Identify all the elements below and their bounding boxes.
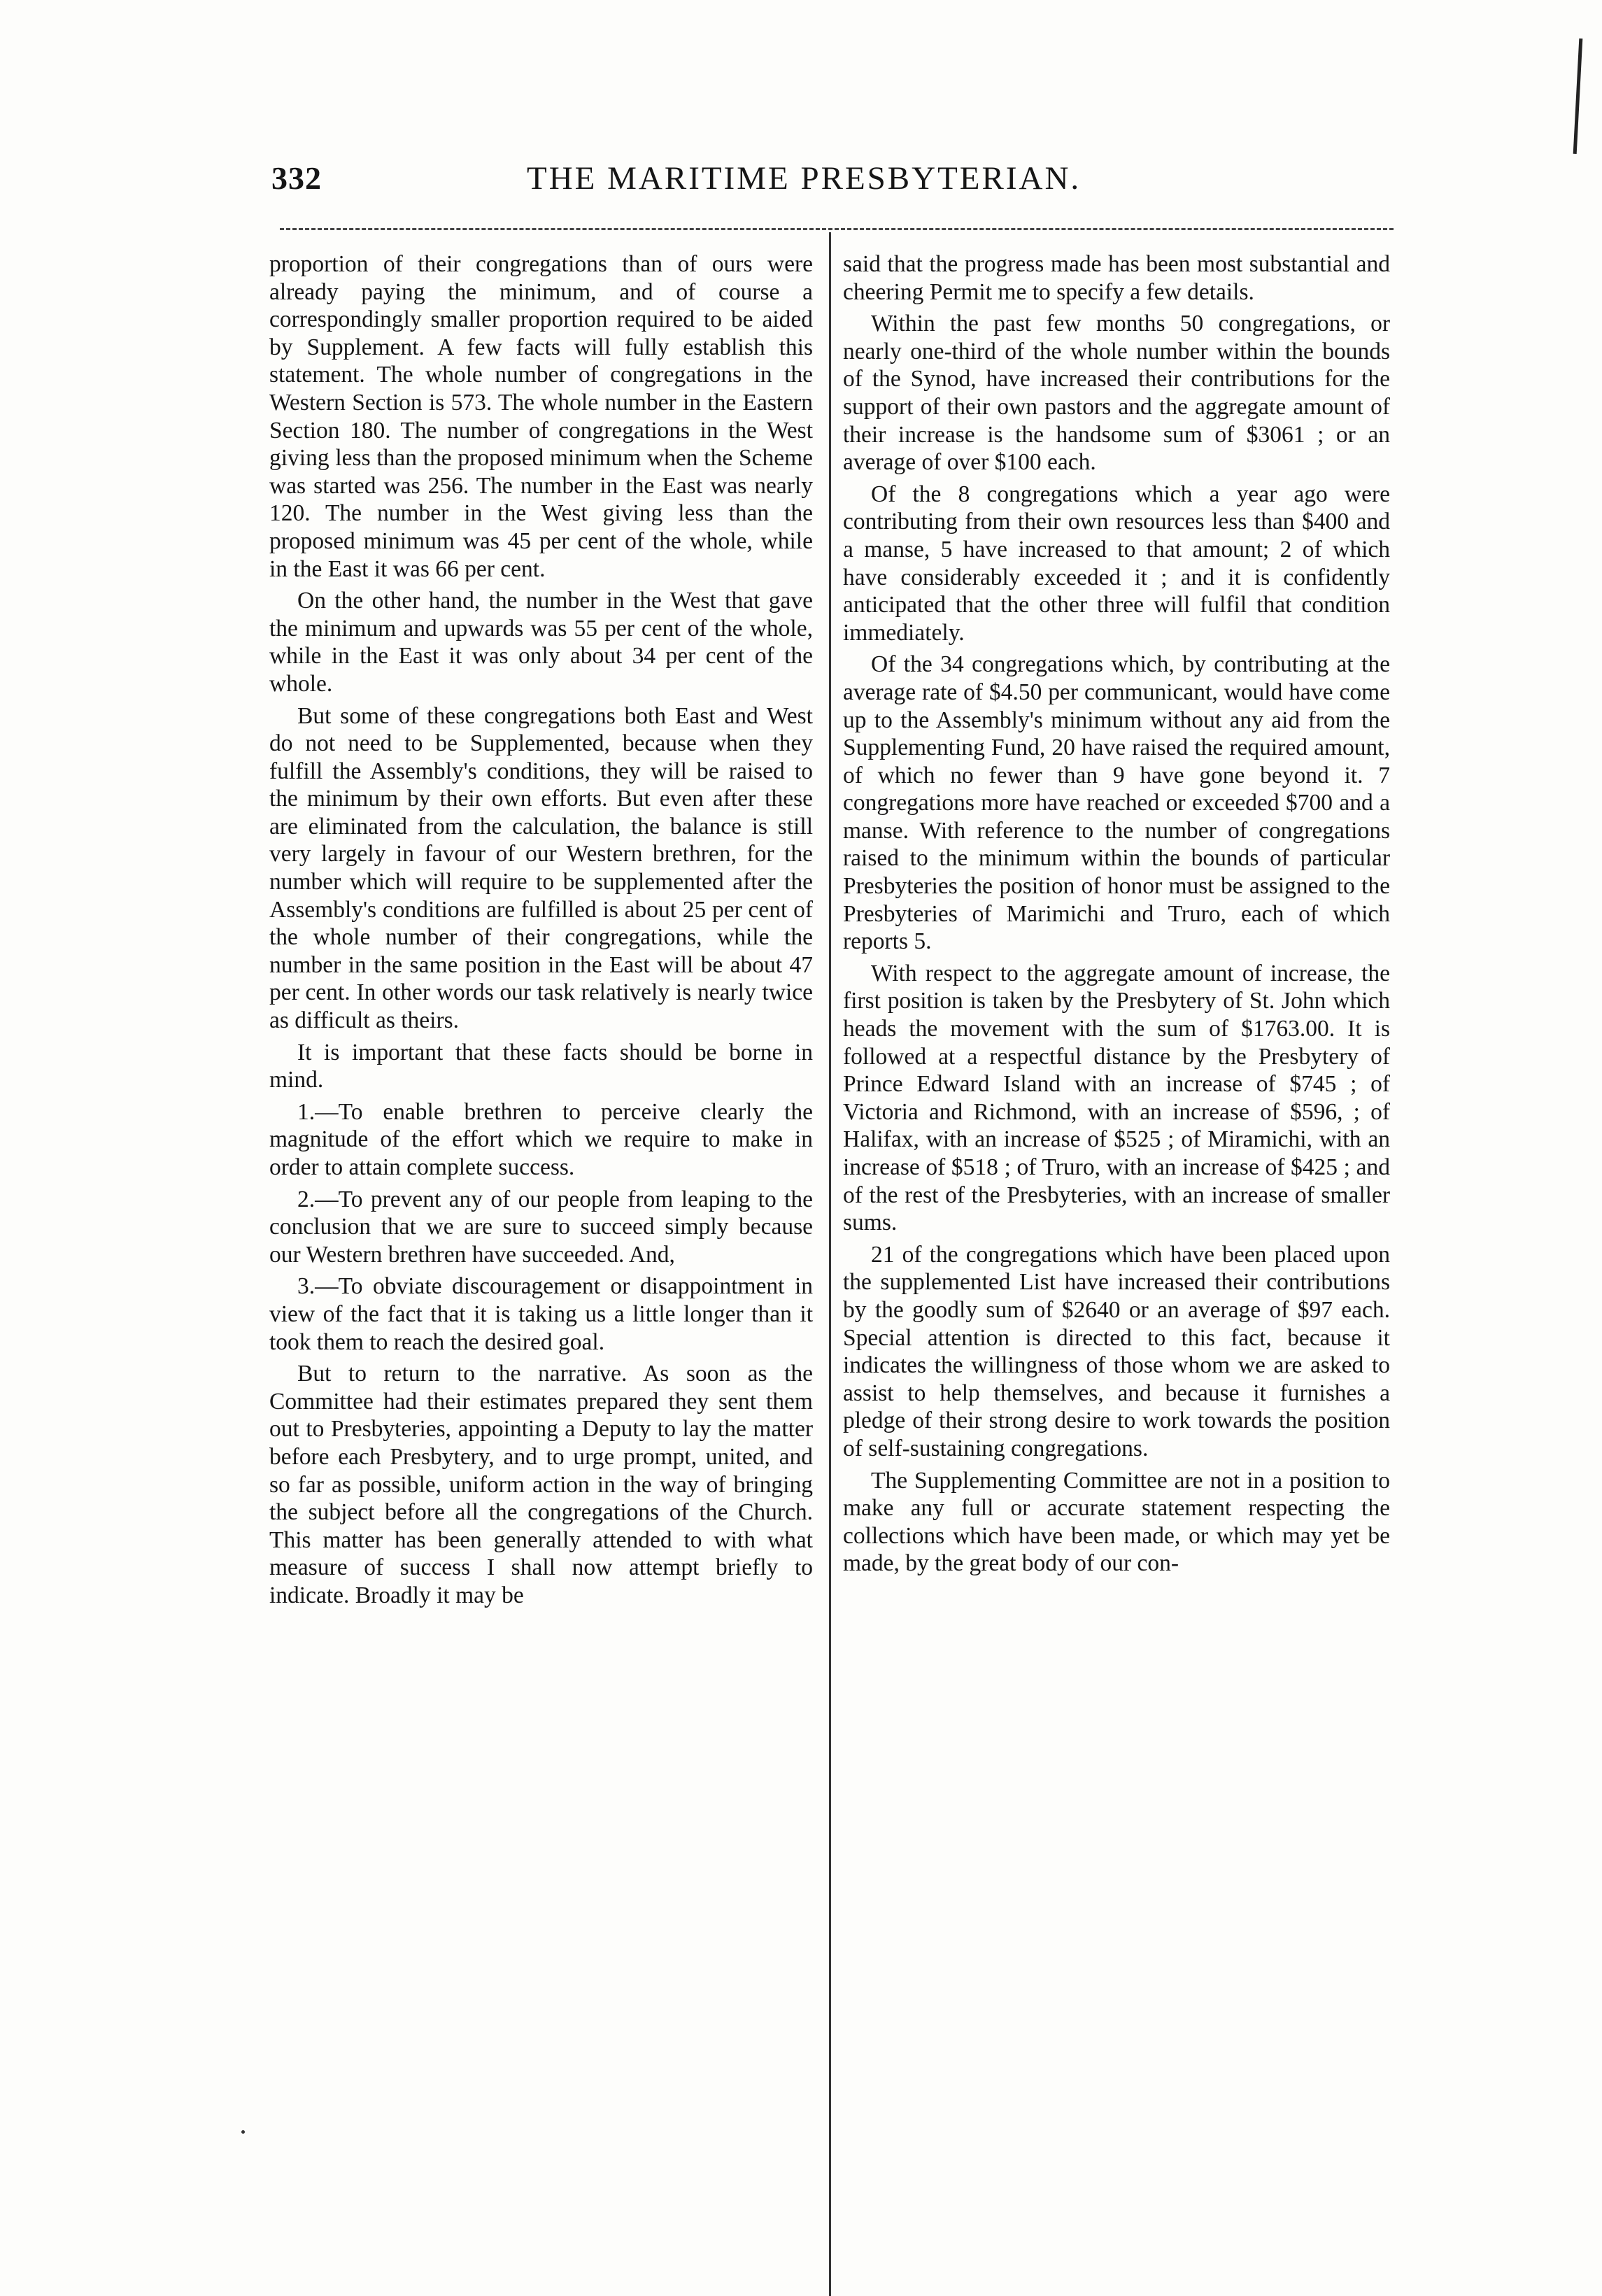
paragraph: 2.—To prevent any of our people from leaping to the conclusion that we are sure to succeed simply because our Western brethren have succeeded. And, bbox=[269, 1186, 813, 1268]
header-rule bbox=[280, 228, 1394, 230]
paragraph: But to return to the narrative. As soon as the Committee had their estimates prepared they sent them out to Presbyteries, appointing a Deputy to lay the matter before each Presbytery, and to urge prompt, united, and so far as possible, uniform action in the way of bringing the subject before all the congregations of the Church. This matter has been generally attended to with what measure of success I shall now attempt briefly to indicate. Broadly it may be bbox=[269, 1361, 813, 1608]
margin-pencil-mark bbox=[1573, 38, 1583, 154]
right-column bbox=[843, 250, 1390, 1582]
paragraph: Of the 8 congregations which a year ago were contributing from their own resources less than $400 and a manse, 5 have increased to that amount; 2 of which have considerably exceeded it ; and it is confidently anticipated that the other three will fulfil that condition immediately. bbox=[843, 481, 1390, 646]
column-divider bbox=[829, 232, 831, 2296]
margin-dot bbox=[241, 2130, 245, 2134]
paragraph: Of the 34 congregations which, by contributing at the average rate of $4.50 per communicant, would have come up to the Assembly's minimum without any aid from the Supplementing Fund, 20 have raised the required amount, of which no fewer than 9 have gone beyond it. 7 congregations more have reached or exceeded $700 and a manse. With reference to the number of congregations raised to the minimum within the bounds of particular Presbyteries the position of honor must be assigned to the Presbyteries of Marimichi and Truro, each of which reports 5. bbox=[843, 651, 1390, 955]
paragraph: Within the past few months 50 congregations, or nearly one-third of the whole number within the bounds of the Synod, have increased their contributions for the support of their own pastors and the aggregate amount of their increase is the handsome sum of $3061 ; or an average of over $100 each. bbox=[843, 311, 1390, 476]
left-column bbox=[269, 250, 813, 1614]
paragraph: 1.—To enable brethren to perceive clearly the magnitude of the effort which we require to make in order to attain complete success. bbox=[269, 1098, 813, 1180]
paragraph: With respect to the aggregate amount of increase, the first position is taken by the Presbytery of St. John which heads the movement with the sum of $1763.00. It is followed at a respectful distance by the Presbytery of Prince Edward Island with an increase of $745 ; of Victoria and Richmond, with an increase of $596, ; of Halifax, with an increase of $525 ; of Miramichi, with an increase of $518 ; of Truro, with an increase of $425 ; and of the rest of the Presbyteries, with an increase of smaller sums. bbox=[843, 960, 1390, 1236]
paragraph: proportion of their congregations than of ours were already paying the minimum, and of course a correspondingly smaller proportion required to be aided by Supplement. A few facts will fully establish this statement. The whole number of congregations in the Western Section is 573. The whole number in the Eastern Section 180. The number of congregations in the West giving less than the proposed minimum when the Scheme was started was 256. The number in the East was nearly 120. The number in the West giving less than the proposed minimum was 45 per cent of the whole, while in the East it was 66 per cent. bbox=[269, 251, 813, 582]
paragraph: But some of these congregations both East and West do not need to be Supplemented, because when they fulfill the Assembly's conditions, they will be raised to the minimum by their own efforts. But even after these are eliminated from the calculation, the balance is still very largely in favour of our Western brethren, for the number which will require to be supplemented after the Assembly's conditions are fulfilled is about 25 per cent of the whole number of their congregations, while the number in the same position in the East will be about 47 per cent. In other words our task relatively is nearly twice as difficult as theirs. bbox=[269, 702, 813, 1034]
paragraph: It is important that these facts should be borne in mind. bbox=[269, 1039, 813, 1093]
running-title: THE MARITIME PRESBYTERIAN. bbox=[527, 160, 1082, 197]
paragraph: 21 of the congregations which have been placed upon the supplemented List have increased their contributions by the goodly sum of $2640 or an average of $97 each. Special attention is directed to this fact, because it indicates the willingness of those whom we are asked to assist to help themselves, and because it furnishes a pledge of their strong desire to work towards the position of self-sustaining congregations. bbox=[843, 1241, 1390, 1461]
paragraph: On the other hand, the number in the West that gave the minimum and upwards was 55 per cent of the whole, while in the East it was only about 34 per cent of the whole. bbox=[269, 588, 813, 697]
paragraph: said that the progress made has been most substantial and cheering Permit me to specify a few details. bbox=[843, 251, 1390, 305]
page-number: 332 bbox=[271, 160, 322, 196]
paragraph: The Supplementing Committee are not in a position to make any full or accurate statement respecting the collections which have been made, or which may yet be made, by the great body of our con- bbox=[843, 1467, 1390, 1577]
page-header bbox=[271, 160, 1391, 201]
paragraph: 3.—To obviate discouragement or disappointment in view of the fact that it is taking us a little longer than it took them to reach the desired goal. bbox=[269, 1273, 813, 1355]
